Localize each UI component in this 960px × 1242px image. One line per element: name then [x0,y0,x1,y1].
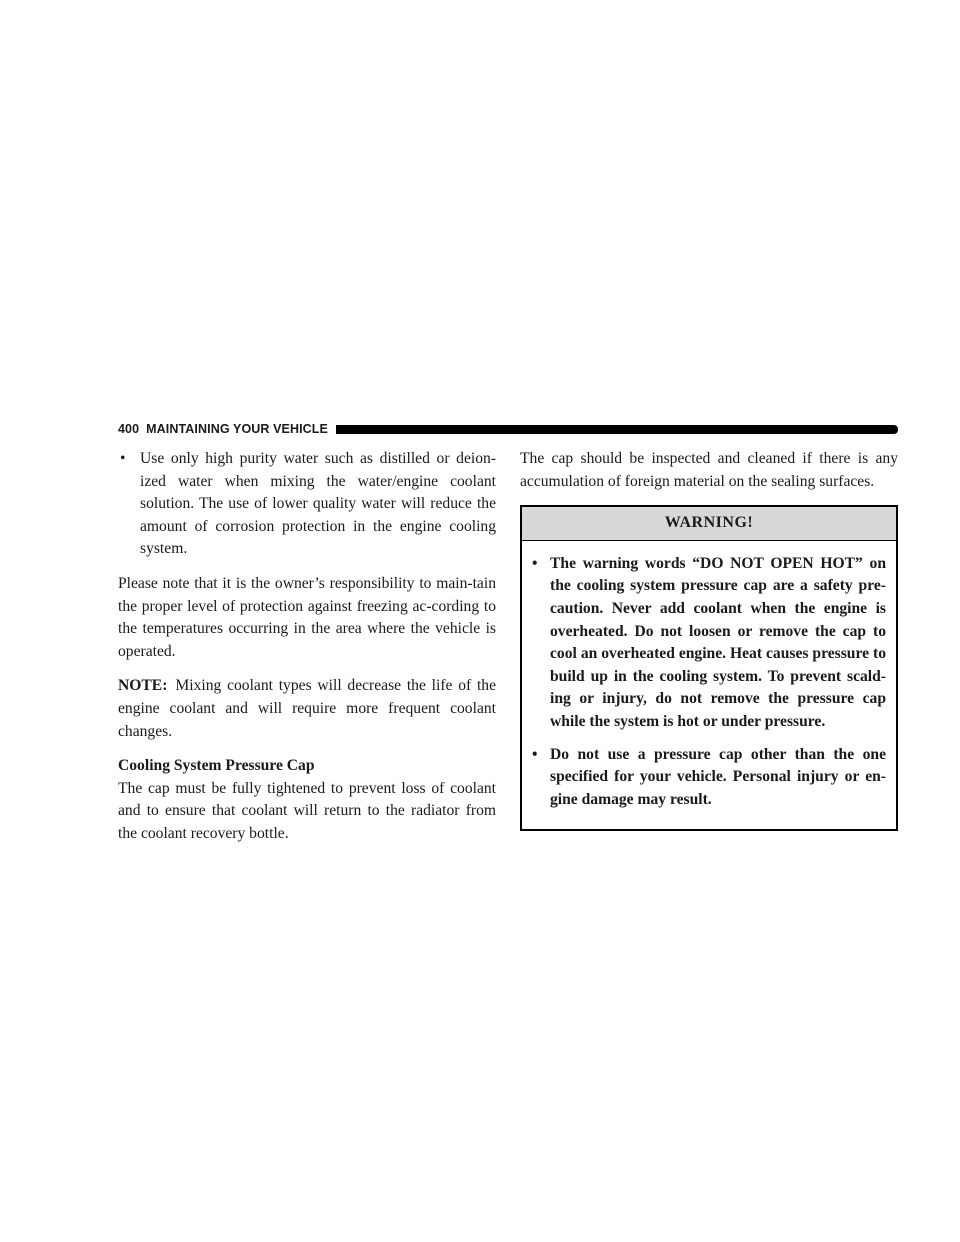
left-column [118,448,496,858]
note-label: NOTE: [118,677,168,695]
page-number: 400 [118,422,140,436]
bullet-icon: • [120,450,126,467]
page-header [118,421,898,437]
header-rule [336,425,898,434]
warning-box [520,505,898,831]
warning-title: WARNING! [522,507,896,541]
list-item [118,448,496,561]
note-paragraph [118,675,496,743]
note-text: Mixing coolant types will decrease the life of the engine coolant and will require more frequent coolant changes. [118,677,496,740]
right-column [520,448,898,831]
list-item-text: Use only high purity water such as distilled or deion-ized water when mixing the water/engine coolant solution. The use of lower quality water will reduce the amount of corrosion protection in the engine cooling system. [140,450,496,558]
warning-body [522,541,896,830]
bullet-icon: • [532,745,538,763]
section-heading: Cooling System Pressure Cap [118,757,315,775]
section-title: MAINTAINING YOUR VEHICLE [146,422,328,436]
paragraph-cap-tightened: The cap must be fully tightened to prevent loss of coolant and to ensure that coolant will return to the radiator from the coolant recovery bottle. [118,779,496,842]
warning-item-text: The warning words “DO NOT OPEN HOT” on the cooling system pressure cap are a safety pre-caution. Never add coolant when the engine is overheated. Do not loosen or remove the cap to cool an overheated engine. Heat causes pressure to build up in the cooling system. To prevent scald-ing or injury, do not remove the pressure cap while the system is hot or under pressure. [550,554,886,730]
bullet-icon: • [532,554,538,572]
warning-item-text: Do not use a pressure cap other than the one specified for your vehicle. Personal injury or en-gine damage may result. [550,745,886,808]
list-item [532,744,886,812]
paragraph-cap-inspected: The cap should be inspected and cleaned if there is any accumulation of foreign material on the sealing surfaces. [520,450,898,490]
list-item [532,553,886,734]
paragraph-owner-responsibility: Please note that it is the owner’s responsibility to main-tain the proper level of protection against freezing ac-cording to the temperatures occurring in the area where the vehicle is operated. [118,574,496,660]
